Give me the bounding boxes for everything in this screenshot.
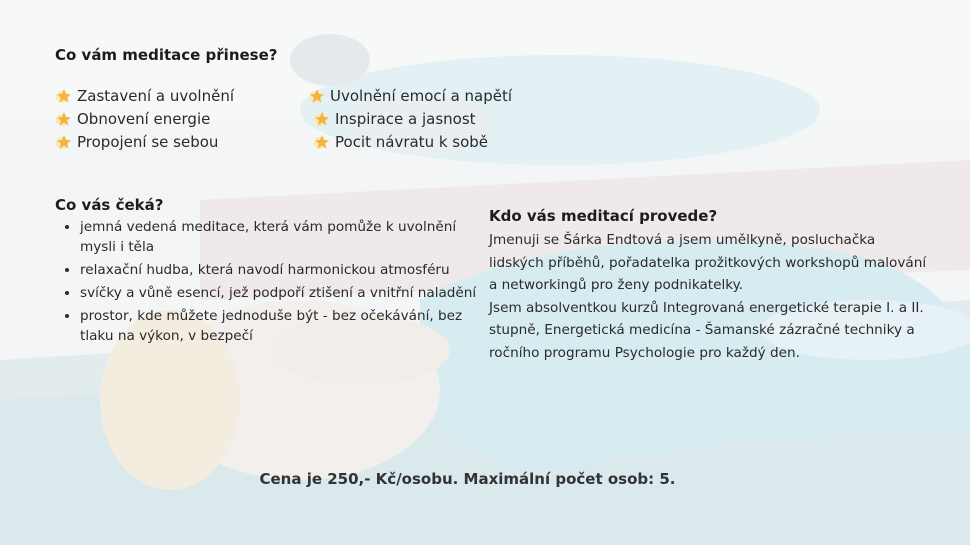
list-item: • svíčky a vůně esencí, jež podpoří ztišení a vnitřní naladění [80, 283, 480, 303]
benefit-label: Zastavení a uvolnění [77, 86, 235, 105]
guide-heading: Kdo vás meditací provede? [489, 207, 718, 225]
benefit-label: Obnovení energie [77, 109, 211, 128]
benefit-label: Uvolnění emocí a napětí [330, 86, 513, 105]
list-item: • relaxační hudba, která navodí harmonickou atmosféru [80, 260, 480, 280]
star-icon [55, 88, 75, 104]
benefit-item [308, 107, 512, 130]
star-icon [55, 134, 75, 150]
benefit-item [55, 130, 234, 153]
guide-bio [489, 229, 929, 365]
list-item: • jemná vedená meditace, která vám pomůže k uvolnění mysli i těla [80, 217, 480, 257]
benefits-list-right [308, 84, 512, 153]
star-icon [313, 134, 333, 150]
benefit-label: Inspirace a jasnost [335, 109, 476, 128]
guide-paragraph-2: Jsem absolventkou kurzů Integrovaná energetické terapie I. a II. stupně, Energetická medicína - Šamanské zázračné techniky a ročního programu Psychologie pro každý den. [489, 299, 924, 361]
star-icon [308, 88, 328, 104]
benefit-label: Pocit návratu k sobě [335, 132, 489, 151]
waits-heading: Co vás čeká? [55, 196, 164, 214]
waits-list [58, 217, 480, 349]
price-line: Cena je 250,- Kč/osobu. Maximální počet osob: 5. [259, 470, 676, 488]
benefits-list-left [55, 84, 234, 153]
star-icon [55, 111, 75, 127]
list-item: • prostor, kde můžete jednoduše být - bez očekávání, bez tlaku na výkon, v bezpečí [80, 306, 480, 346]
star-icon [313, 111, 333, 127]
benefit-item [308, 84, 512, 107]
benefit-item [55, 84, 234, 107]
guide-paragraph-1: Jmenuji se Šárka Endtová a jsem umělkyně, posluchačka lidských příběhů, pořadatelka prožitkových workshopů malování a networkingů pro ženy podnikatelky. [489, 232, 927, 294]
benefit-item [55, 107, 234, 130]
benefit-label: Propojení se sebou [77, 132, 219, 151]
benefits-heading: Co vám meditace přinese? [55, 46, 278, 64]
benefit-item [308, 130, 512, 153]
